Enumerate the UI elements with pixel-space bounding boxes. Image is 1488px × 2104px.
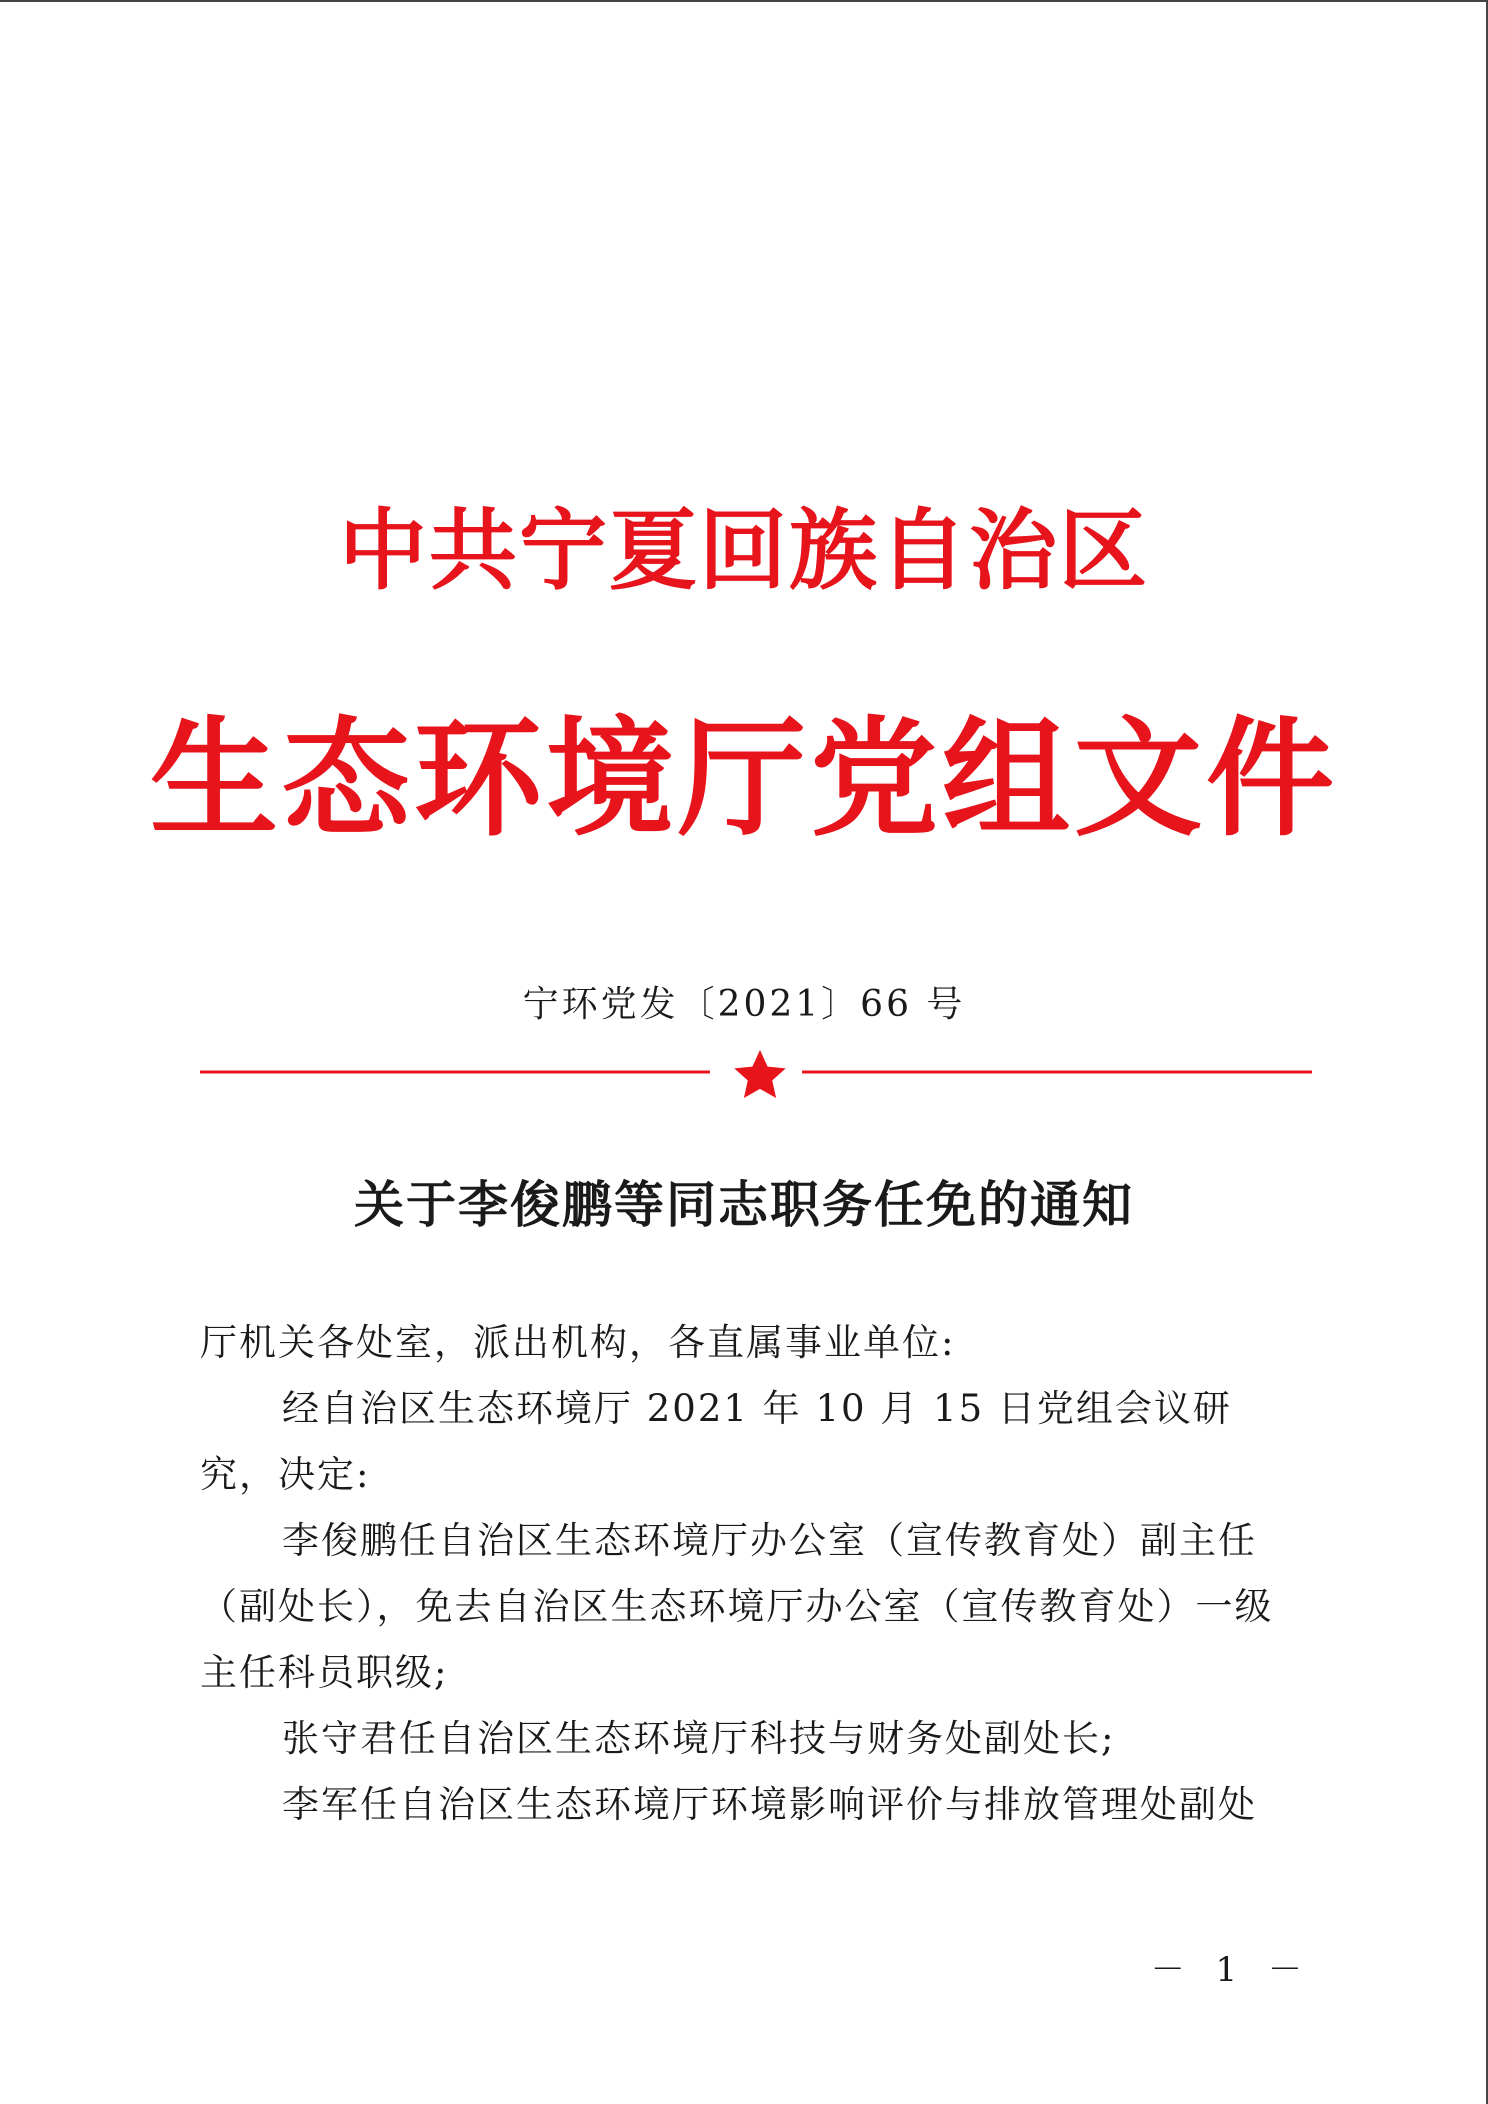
- document-number: 宁环党发〔2021〕66 号: [522, 984, 966, 1025]
- issuer-line-1: 中共宁夏回族自治区: [338, 499, 1149, 602]
- page-top-edge: [0, 0, 1488, 2]
- notice-body: [200, 1310, 1300, 1838]
- body-paragraph: 张守君任自治区生态环境厅科技与财务处副处长;: [282, 1717, 1116, 1760]
- body-paragraph: 经自治区生态环境厅 2021 年 10 月 15 日党组会议研究，决定:: [200, 1387, 1232, 1496]
- issuer-line-2: 生态环境厅党组文件: [149, 705, 1338, 854]
- page-number: － 1 －: [1150, 1950, 1312, 1990]
- salutation: 厅机关各处室，派出机构，各直属事业单位:: [200, 1321, 956, 1364]
- body-paragraph: 李俊鹏任自治区生态环境厅办公室（宣传教育处）副主任（副处长），免去自治区生态环境厅办公室（宣传教育处）一级主任科员职级;: [200, 1519, 1274, 1694]
- body-paragraph: 李军任自治区生态环境厅环境影响评价与排放管理处副处: [282, 1783, 1257, 1826]
- notice-title: 关于李俊鹏等同志职务任免的通知: [354, 1175, 1134, 1234]
- red-divider: [200, 1048, 1312, 1098]
- star-icon: [734, 1050, 785, 1098]
